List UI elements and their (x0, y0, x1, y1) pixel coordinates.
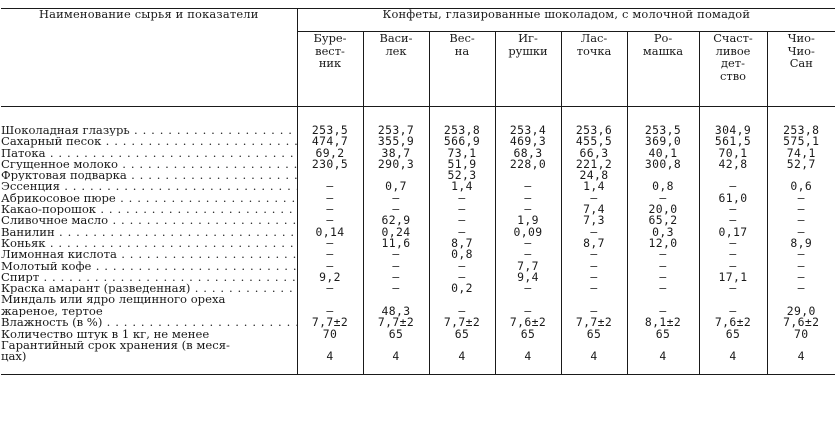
row-label: Сахарный песок . . . (1, 136, 297, 147)
candy-header: Ро- машка (627, 32, 699, 107)
row-value: — (297, 261, 363, 272)
row-value: 62,9 (363, 215, 429, 226)
table-row (1, 238, 835, 249)
row-value: 4 (297, 340, 363, 375)
row-value: — (699, 181, 767, 192)
table-row (1, 193, 835, 204)
row-value: — (627, 249, 699, 260)
row-value: 65,2 (627, 215, 699, 226)
row-value: 253,8 (783, 123, 820, 137)
table-row (1, 317, 835, 328)
row-value: — (561, 193, 627, 204)
row-value: 65 (429, 329, 495, 340)
row-value: 65 (627, 329, 699, 340)
row-value: 0,6 (790, 179, 813, 194)
row-label: Влажность (в %) . . . (1, 317, 297, 328)
row-value: 0,7 (363, 181, 429, 192)
row-label: Абрикосовое пюре . . . (1, 193, 297, 204)
row-label: Спирт . . . (1, 272, 297, 283)
table-row (1, 136, 835, 147)
row-value: 8,7 (561, 238, 627, 249)
row-label: Лимонная кислота . . . (1, 249, 297, 260)
table-row (1, 340, 835, 375)
row-value: — (561, 249, 627, 260)
row-value: — (429, 272, 495, 283)
row-value: 7,7±2 (429, 317, 495, 328)
row-value: — (495, 193, 561, 204)
row-value: 290,3 (363, 159, 429, 170)
row-value: — (297, 294, 363, 317)
row-value: 65 (495, 329, 561, 340)
row-value: 230,5 (297, 159, 363, 170)
row-value: 73,1 (429, 148, 495, 159)
row-value: 253,6 (561, 125, 627, 136)
table-row (1, 261, 835, 272)
row-value: — (699, 238, 767, 249)
row-value: — (699, 261, 767, 272)
row-value: 70 (297, 329, 363, 340)
table-row (1, 329, 835, 340)
row-value: — (797, 202, 805, 217)
row-value: — (797, 269, 805, 284)
row-value: — (429, 227, 495, 238)
row-value: — (797, 213, 805, 228)
row-value: — (495, 238, 561, 249)
row-value: 7,6±2 (495, 317, 561, 328)
candy-header: Счаст- ливое дет- ство (699, 32, 767, 107)
row-value: — (627, 283, 699, 294)
row-value: 4 (561, 340, 627, 375)
row-value: 8,1±2 (627, 317, 699, 328)
row-value: 20,0 (627, 204, 699, 215)
row-value: — (363, 283, 429, 294)
row-value: 17,1 (699, 272, 767, 283)
row-value: 29,0 (786, 304, 816, 319)
row-value: — (363, 193, 429, 204)
row-value: 74,1 (786, 145, 816, 160)
row-label: Ванилин . . . (1, 227, 297, 238)
name-column-header: Наименование сырья и показатели (1, 9, 297, 107)
row-value: — (797, 247, 805, 262)
row-value: 575,1 (783, 134, 820, 149)
row-value: 4 (495, 340, 561, 375)
table-row (1, 181, 835, 192)
row-value: — (297, 283, 363, 294)
row-value: 0,2 (429, 283, 495, 294)
row-value: 4 (363, 340, 429, 375)
table-row (1, 215, 835, 226)
candy-header: Лас- точка (561, 32, 627, 107)
row-value: — (797, 258, 805, 273)
row-value: 0,14 (297, 227, 363, 238)
row-value: 1,4 (561, 181, 627, 192)
candy-header: Вес- на (429, 32, 495, 107)
row-value: — (495, 294, 561, 317)
row-label: Гарантийный срок хранения (в меся- цах) (1, 340, 297, 375)
row-value: 253,5 (627, 125, 699, 136)
row-value: 8,9 (790, 235, 813, 250)
row-value: — (429, 261, 495, 272)
row-value: 70 (794, 326, 809, 341)
row-value: 300,8 (627, 159, 699, 170)
row-value: 52,7 (786, 156, 816, 171)
row-value: — (297, 181, 363, 192)
row-value: 8,7 (429, 238, 495, 249)
row-value: 221,2 (561, 159, 627, 170)
row-value: 9,2 (297, 272, 363, 283)
row-value: 0,3 (627, 227, 699, 238)
row-value: 42,8 (699, 159, 767, 170)
row-value: 52,3 (429, 170, 495, 181)
row-value: 1,4 (429, 181, 495, 192)
row-value: 69,2 (297, 148, 363, 159)
row-value: — (429, 294, 495, 317)
table-row (1, 283, 835, 294)
row-label: Шоколадная глазурь . . . (1, 125, 297, 136)
row-value: 228,0 (495, 159, 561, 170)
row-value: — (627, 272, 699, 283)
candy-header: Иг- рушки (495, 32, 561, 107)
row-value: 38,7 (363, 148, 429, 159)
row-value: 24,8 (561, 170, 627, 181)
table-row (1, 159, 835, 170)
row-label: Какао-порошок . . . (1, 204, 297, 215)
row-value: 7,3 (561, 215, 627, 226)
row-value: — (699, 249, 767, 260)
table-row (1, 272, 835, 283)
row-value: — (297, 204, 363, 215)
row-value: 4 (699, 340, 767, 375)
table-row (1, 148, 835, 159)
row-value: — (627, 294, 699, 317)
candy-header: Васи- лек (363, 32, 429, 107)
table-row (1, 125, 835, 136)
row-label: Сгущенное молоко . . . (1, 159, 297, 170)
candy-header: Буре- вест- ник (297, 32, 363, 107)
row-value: 65 (363, 329, 429, 340)
row-label: Сливочное масло . . . (1, 215, 297, 226)
row-value: 253,8 (429, 125, 495, 136)
row-value: — (297, 193, 363, 204)
row-value: 0,24 (363, 227, 429, 238)
row-value: — (561, 272, 627, 283)
row-value: 65 (699, 329, 767, 340)
row-value: 474,7 (297, 136, 363, 147)
row-value: 0,8 (627, 181, 699, 192)
row-value: — (797, 224, 805, 239)
row-value: 11,6 (363, 238, 429, 249)
row-value: 66,3 (561, 148, 627, 159)
candy-header: Чио- Чио- Сан (767, 32, 835, 107)
row-value: — (297, 238, 363, 249)
row-value: — (797, 281, 805, 296)
table-row (1, 170, 835, 181)
row-value: 369,0 (627, 136, 699, 147)
recipe-table (1, 8, 835, 375)
row-value: — (429, 215, 495, 226)
row-value: 7,6±2 (783, 315, 820, 330)
row-value: 7,7±2 (297, 317, 363, 328)
row-value: — (699, 215, 767, 226)
row-value: 4 (429, 340, 495, 375)
row-value: — (363, 249, 429, 260)
row-value: 68,3 (495, 148, 561, 159)
row-value: 561,5 (699, 136, 767, 147)
row-value: 65 (561, 329, 627, 340)
table-row (1, 227, 835, 238)
row-value: — (297, 249, 363, 260)
table-row (1, 294, 835, 317)
row-value: 0,09 (495, 227, 561, 238)
row-value: 7,6±2 (699, 317, 767, 328)
row-value: — (797, 190, 805, 205)
row-value: 48,3 (363, 294, 429, 317)
row-value: — (297, 215, 363, 226)
row-value: 4 (627, 340, 699, 375)
row-value: — (699, 294, 767, 317)
row-value: 7,4 (561, 204, 627, 215)
row-value: — (627, 261, 699, 272)
row-value: 12,0 (627, 238, 699, 249)
group-header: Конфеты, глазированные шоколадом, с молочной помадой (297, 9, 835, 32)
row-value: — (561, 261, 627, 272)
row-value: 566,9 (429, 136, 495, 147)
row-label: Количество штук в 1 кг, не менее (1, 329, 297, 340)
row-value: — (429, 204, 495, 215)
row-label: Коньяк . . . (1, 238, 297, 249)
row-value: 1,9 (495, 215, 561, 226)
row-value: 70,1 (699, 148, 767, 159)
row-value: 51,9 (429, 159, 495, 170)
row-value: — (363, 272, 429, 283)
row-value: 304,9 (699, 125, 767, 136)
row-label: Эссенция . . . (1, 181, 297, 192)
row-value: — (627, 193, 699, 204)
row-value: — (363, 261, 429, 272)
row-value: — (363, 204, 429, 215)
row-value: — (561, 227, 627, 238)
row-label: Краска амарант (разведенная) . . . (1, 283, 297, 294)
row-value: — (699, 283, 767, 294)
row-label: Патока . . . (1, 148, 297, 159)
row-value: 355,9 (363, 136, 429, 147)
row-value: 40,1 (627, 148, 699, 159)
row-value: 4 (767, 340, 835, 375)
row-value: 253,4 (495, 125, 561, 136)
row-value: 9,4 (495, 272, 561, 283)
row-value: 0,8 (429, 249, 495, 260)
row-label: Фруктовая подварка . . . (1, 170, 297, 181)
row-value: — (495, 181, 561, 192)
row-value: — (699, 204, 767, 215)
row-value: 253,7 (363, 125, 429, 136)
row-value: — (495, 283, 561, 294)
row-value: — (561, 294, 627, 317)
row-value: 7,7±2 (561, 317, 627, 328)
table-row (1, 204, 835, 215)
table-body (1, 107, 835, 375)
row-value: — (495, 204, 561, 215)
row-value: 0,17 (699, 227, 767, 238)
row-value: 61,0 (699, 193, 767, 204)
row-value: 253,5 (297, 125, 363, 136)
table-row (1, 249, 835, 260)
row-label: Миндаль или ядро лещинного ореха жареное, тертое (1, 294, 297, 317)
row-value: 455,5 (561, 136, 627, 147)
row-value: 7,7±2 (363, 317, 429, 328)
row-value: 7,7 (495, 261, 561, 272)
row-value: — (561, 283, 627, 294)
row-value: 469,3 (495, 136, 561, 147)
row-value: — (429, 193, 495, 204)
row-value: — (495, 249, 561, 260)
row-label: Молотый кофе . . . (1, 261, 297, 272)
